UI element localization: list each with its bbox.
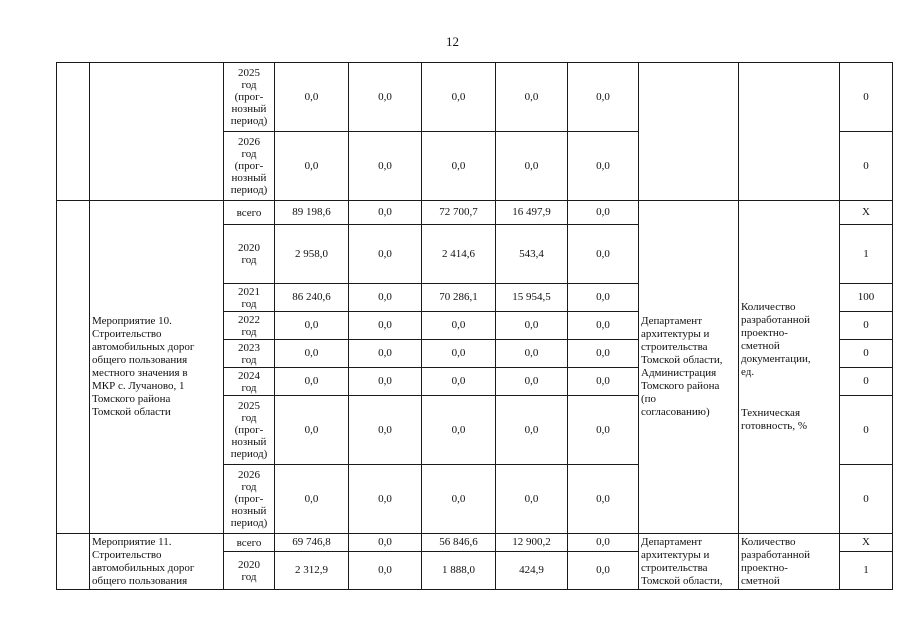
target-indicator-cell [739, 201, 840, 534]
funding-value-cell: 0,0 [275, 340, 349, 368]
funding-value-cell: 0,0 [349, 552, 422, 590]
funding-value-cell: 0,0 [349, 340, 422, 368]
period-label: 2024 год [238, 369, 260, 394]
target-indicator-cell [739, 534, 840, 590]
funding-value-cell: 0,0 [349, 312, 422, 340]
indicator-value-cell: 0 [840, 465, 893, 534]
indicator-value-cell: 1 [840, 552, 893, 590]
executor-cell [639, 201, 739, 534]
funding-value-cell: 1 888,0 [422, 552, 496, 590]
program-measures-table [56, 62, 893, 590]
funding-value-cell: 0,0 [349, 225, 422, 284]
period-cell [224, 465, 275, 534]
funding-value-cell: 0,0 [349, 132, 422, 201]
funding-value-cell: 0,0 [496, 340, 568, 368]
funding-value-cell: 0,0 [568, 552, 639, 590]
funding-value-cell: 0,0 [275, 312, 349, 340]
period-label: 2026 год (прог- нозный период) [230, 469, 268, 529]
funding-value-cell: 56 846,6 [422, 534, 496, 552]
funding-value-cell: 0,0 [496, 132, 568, 201]
funding-value-cell: 0,0 [422, 465, 496, 534]
period-label: 2020 год [238, 558, 260, 583]
indicator-value-cell: 0 [840, 312, 893, 340]
executor-text: Департамент архитектуры и строительства Томской области, [641, 535, 723, 587]
period-cell [224, 225, 275, 284]
indicator-value-cell: 100 [840, 284, 893, 312]
row-number-cell [57, 201, 90, 534]
funding-value-cell: 0,0 [568, 312, 639, 340]
period-cell [224, 534, 275, 552]
funding-value-cell: 0,0 [422, 340, 496, 368]
funding-value-cell: 0,0 [568, 201, 639, 225]
funding-value-cell: 0,0 [349, 396, 422, 465]
funding-value-cell: 69 746,8 [275, 534, 349, 552]
measure-name: Мероприятие 10. Строительство автомобильных дорог общего пользования местного значения в МКР с. Лучаново, 1 Томского района Томской области [92, 315, 195, 418]
funding-value-cell: 0,0 [349, 63, 422, 132]
funding-value-cell: 0,0 [568, 534, 639, 552]
funding-value-cell: 0,0 [422, 63, 496, 132]
funding-value-cell: 0,0 [568, 132, 639, 201]
funding-value-cell: 0,0 [422, 368, 496, 396]
funding-value-cell: 0,0 [349, 465, 422, 534]
funding-value-cell: 15 954,5 [496, 284, 568, 312]
funding-value-cell: 0,0 [349, 534, 422, 552]
indicator-value-cell: Х [840, 201, 893, 225]
funding-value-cell: 0,0 [349, 368, 422, 396]
period-label: 2023 год [238, 341, 260, 366]
indicator-value-cell: 0 [840, 340, 893, 368]
period-cell [224, 63, 275, 132]
measure-name-cell [90, 201, 224, 534]
funding-value-cell: 543,4 [496, 225, 568, 284]
page-number: 12 [446, 34, 459, 49]
executor-cell [639, 63, 739, 201]
period-cell [224, 552, 275, 590]
period-cell [224, 396, 275, 465]
period-label: 2022 год [238, 313, 260, 338]
funding-value-cell: 0,0 [568, 368, 639, 396]
period-label: всего [236, 206, 262, 219]
period-label: 2020 год [238, 242, 260, 266]
funding-value-cell: 0,0 [496, 465, 568, 534]
funding-value-cell: 0,0 [422, 312, 496, 340]
funding-value-cell: 0,0 [275, 132, 349, 201]
indicator-value-cell: 1 [840, 225, 893, 284]
indicator-value-cell: 0 [840, 396, 893, 465]
funding-value-cell: 2 958,0 [275, 225, 349, 284]
table-row [57, 63, 893, 132]
period-cell [224, 284, 275, 312]
table-row [57, 534, 893, 552]
indicator-value-cell: 0 [840, 368, 893, 396]
period-cell [224, 368, 275, 396]
period-cell [224, 132, 275, 201]
indicator-value-cell: 0 [840, 132, 893, 201]
row-number-cell [57, 534, 90, 590]
funding-value-cell: 0,0 [568, 396, 639, 465]
target-indicator-text: Количество разработанной проектно- сметной документации, ед. [741, 301, 811, 378]
funding-value-cell: 2 312,9 [275, 552, 349, 590]
funding-value-cell: 0,0 [349, 201, 422, 225]
funding-value-cell: 0,0 [422, 132, 496, 201]
period-label: 2025 год (прог- нозный период) [230, 400, 268, 460]
funding-value-cell: 16 497,9 [496, 201, 568, 225]
indicator-value-cell: Х [840, 534, 893, 552]
funding-value-cell: 0,0 [275, 396, 349, 465]
target-indicator-cell [739, 63, 840, 201]
funding-value-cell: 2 414,6 [422, 225, 496, 284]
funding-value-cell: 0,0 [496, 396, 568, 465]
funding-value-cell: 86 240,6 [275, 284, 349, 312]
funding-value-cell: 0,0 [496, 368, 568, 396]
target-indicator-text: Количество разработанной проектно- сметной [741, 535, 811, 587]
measure-name-cell [90, 534, 224, 590]
executor-cell [639, 534, 739, 590]
funding-value-cell: 0,0 [568, 63, 639, 132]
period-label: 2026 год (прог- нозный период) [230, 136, 268, 196]
measure-name-cell [90, 63, 224, 201]
funding-value-cell: 72 700,7 [422, 201, 496, 225]
funding-value-cell: 0,0 [275, 63, 349, 132]
funding-value-cell: 0,0 [496, 63, 568, 132]
period-label: всего [236, 536, 262, 549]
funding-value-cell: 0,0 [568, 340, 639, 368]
funding-value-cell: 0,0 [349, 284, 422, 312]
funding-value-cell: 0,0 [568, 225, 639, 284]
funding-value-cell: 70 286,1 [422, 284, 496, 312]
measure-name: Мероприятие 11. Строительство автомобильных дорог общего пользования [92, 535, 195, 587]
funding-value-cell: 0,0 [275, 465, 349, 534]
funding-value-cell: 0,0 [275, 368, 349, 396]
funding-value-cell: 0,0 [568, 465, 639, 534]
funding-value-cell: 0,0 [496, 312, 568, 340]
period-cell [224, 340, 275, 368]
period-label: 2025 год (прог- нозный период) [230, 67, 268, 127]
funding-value-cell: 0,0 [568, 284, 639, 312]
indicator-value-cell: 0 [840, 63, 893, 132]
funding-value-cell: 12 900,2 [496, 534, 568, 552]
executor-text: Департамент архитектуры и строительства Томской области, Администрация Томского района (по согласованию) [641, 315, 723, 418]
funding-value-cell: 0,0 [422, 396, 496, 465]
table-row [57, 201, 893, 225]
period-cell [224, 201, 275, 225]
target-indicator-text: Техническая готовность, % [741, 407, 807, 432]
period-label: 2021 год [238, 285, 260, 310]
period-cell [224, 312, 275, 340]
row-number-cell [57, 63, 90, 201]
funding-value-cell: 89 198,6 [275, 201, 349, 225]
funding-value-cell: 424,9 [496, 552, 568, 590]
